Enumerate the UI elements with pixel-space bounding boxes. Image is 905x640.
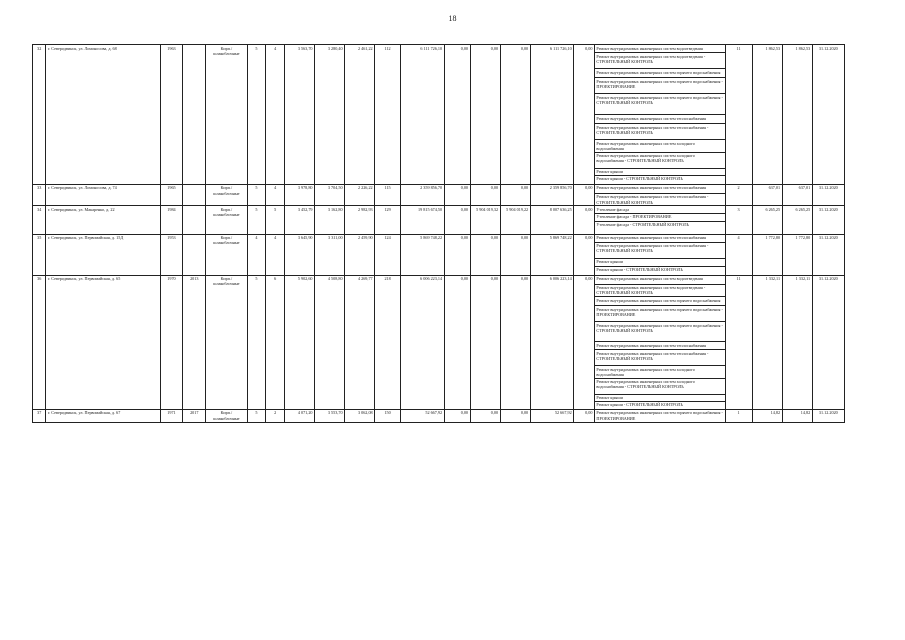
cell-floors: 5 [247, 409, 266, 422]
table-row [33, 45, 845, 53]
cell-work-type: Утепление фасада - СТРОИТЕЛЬНЫЙ КОНТРОЛЬ [594, 221, 725, 234]
cell-area-premises: 3 311,00 [315, 234, 345, 275]
cell-area-total: 3 563,70 [284, 45, 314, 185]
cell-fund-local: 0,00 [500, 409, 530, 422]
cell-area-residential: 2 461,22 [345, 45, 375, 185]
cell-fund-federal: 0,00 [444, 234, 470, 275]
cell-cost-per-m2: 1 862,53 [752, 45, 782, 185]
cell-fund-local: 0,00 [500, 275, 530, 409]
cell-row-number: 33 [33, 184, 46, 206]
table-row [33, 206, 845, 213]
cell-entrances: 4 [266, 234, 285, 275]
cell-work-type: Ремонт крыши [594, 258, 725, 266]
cell-work-type: Ремонт крыши [594, 394, 725, 401]
repair-table [32, 44, 845, 423]
cell-work-type: Ремонт крыши - СТРОИТЕЛЬНЫЙ КОНТРОЛЬ [594, 175, 725, 184]
cell-work-type: Ремонт внутридомовых инженерных систем теплоснабжения - СТРОИТЕЛЬНЫЙ КОНТРОЛЬ [594, 350, 725, 366]
cell-wall-material: Кирп./шлакоблочные [206, 45, 247, 185]
cell-work-count: 11 [725, 275, 752, 409]
cell-year-built: 1953 [160, 234, 183, 275]
cell-area-total: 3 978,80 [284, 184, 314, 206]
cell-fund-local: 5 904 019,22 [500, 206, 530, 234]
cell-work-type: Ремонт внутридомовых инженерных систем холодного водоснабжения - СТРОИТЕЛЬНЫЙ КОНТРОЛЬ [594, 152, 725, 168]
cell-area-premises: 4 508,80 [315, 275, 345, 409]
cell-wall-material: Кирп./шлакоблочные [206, 184, 247, 206]
cell-address: г. Северодвинск, ул. Первомайская, д. 67 [46, 409, 160, 422]
cell-work-type: Ремонт внутридомовых инженерных систем водоотведения - СТРОИТЕЛЬНЫЙ КОНТРОЛЬ [594, 284, 725, 297]
cell-address: г. Северодвинск, ул. Первомайская, д. 15Д [46, 234, 160, 275]
cell-address: г. Северодвинск, ул. Ломоносова, д. 74 [46, 184, 160, 206]
cell-area-premises: 3 704,50 [315, 184, 345, 206]
cell-floors: 5 [247, 45, 266, 185]
cell-work-type: Ремонт внутридомовых инженерных систем водоотведения [594, 275, 725, 284]
cell-work-type: Ремонт внутридомовых инженерных систем теплоснабжения - СТРОИТЕЛЬНЫЙ КОНТРОЛЬ [594, 193, 725, 206]
cell-work-type: Ремонт внутридомовых инженерных систем теплоснабжения - СТРОИТЕЛЬНЫЙ КОНТРОЛЬ [594, 242, 725, 258]
cell-area-residential: 2 226,22 [345, 184, 375, 206]
cell-limit-per-m2: 1 862,53 [782, 45, 812, 185]
cell-fund-other: 0,00 [574, 45, 595, 185]
cell-fund-owners: 5 869 748,22 [530, 234, 574, 275]
cell-limit-per-m2: 14,82 [782, 409, 812, 422]
cell-area-total: 4 071,20 [284, 409, 314, 422]
cell-work-count: 4 [725, 234, 752, 275]
cell-work-type: Ремонт внутридомовых инженерных систем горячего водоснабжения - ПРОЕКТИРОВАНИЕ [594, 78, 725, 94]
cell-work-type: Ремонт внутридомовых инженерных систем водоотведения [594, 45, 725, 53]
cell-fund-regional: 0,00 [470, 275, 500, 409]
cell-work-type: Утепление фасада - ПРОЕКТИРОВАНИЕ [594, 213, 725, 221]
table-row [33, 409, 845, 422]
cell-area-residential: 3 062,08 [345, 409, 375, 422]
cell-cost-per-m2: 637,01 [752, 184, 782, 206]
cell-row-number: 35 [33, 234, 46, 275]
cell-cost-total: 2 359 856,70 [401, 184, 445, 206]
cell-work-type: Ремонт внутридомовых инженерных систем горячего водоснабжения - СТРОИТЕЛЬНЫЙ КОНТРОЛЬ [594, 94, 725, 115]
cell-fund-regional: 0,00 [470, 184, 500, 206]
cell-address: г. Северодвинск, ул. Первомайская, д. 65 [46, 275, 160, 409]
cell-address: г. Северодвинск, ул. Ломоносова, д. 68 [46, 45, 160, 185]
cell-work-type: Ремонт внутридомовых инженерных систем теплоснабжения [594, 342, 725, 350]
cell-residents: 124 [375, 234, 401, 275]
cell-fund-federal: 0,00 [444, 184, 470, 206]
cell-deadline: 31.12.2020 [812, 409, 844, 422]
cell-work-type: Ремонт внутридомовых инженерных систем горячего водоснабжения [594, 297, 725, 306]
cell-work-count: 2 [725, 184, 752, 206]
table-row [33, 275, 845, 284]
cell-deadline: 31.12.2020 [812, 275, 844, 409]
cell-entrances: 5 [266, 206, 285, 234]
cell-entrances: 4 [266, 184, 285, 206]
cell-work-type: Ремонт внутридомовых инженерных систем горячего водоснабжения - ПРОЕКТИРОВАНИЕ [594, 306, 725, 322]
cell-cost-per-m2: 1 772,80 [752, 234, 782, 275]
cell-year-repair [183, 206, 206, 234]
cell-fund-owners: 6 111 726,10 [530, 45, 574, 185]
cell-work-count: 11 [725, 45, 752, 185]
cell-limit-per-m2: 1 772,80 [782, 234, 812, 275]
cell-deadline: 31.12.2020 [812, 184, 844, 206]
cell-work-type: Ремонт внутридомовых инженерных систем теплоснабжения [594, 184, 725, 193]
cell-area-premises: 3 280,40 [315, 45, 345, 185]
cell-address: г. Северодвинск, ул. Макаренко, д. 22 [46, 206, 160, 234]
cell-residents: 129 [375, 206, 401, 234]
cell-deadline: 31.12.2020 [812, 206, 844, 234]
cell-wall-material: Кирп./шлакоблочные [206, 409, 247, 422]
cell-year-repair [183, 234, 206, 275]
cell-fund-regional: 0,00 [470, 234, 500, 275]
cell-fund-federal: 0,00 [444, 206, 470, 234]
cell-fund-other: 0,00 [574, 234, 595, 275]
cell-work-type: Ремонт крыши - СТРОИТЕЛЬНЫЙ КОНТРОЛЬ [594, 401, 725, 409]
cell-area-residential: 4 269,77 [345, 275, 375, 409]
cell-work-type: Ремонт внутридомовых инженерных систем горячего водоснабжения - СТРОИТЕЛЬНЫЙ КОНТРОЛЬ [594, 322, 725, 342]
cell-work-type: Ремонт внутридомовых инженерных систем теплоснабжения [594, 234, 725, 242]
cell-year-repair [183, 45, 206, 185]
cell-work-type: Ремонт внутридомовых инженерных систем водоотведения - СТРОИТЕЛЬНЫЙ КОНТРОЛЬ [594, 53, 725, 69]
cell-row-number: 34 [33, 206, 46, 234]
cell-year-repair: 2013 [183, 275, 206, 409]
cell-fund-federal: 0,00 [444, 275, 470, 409]
cell-cost-per-m2: 14,82 [752, 409, 782, 422]
cell-residents: 218 [375, 275, 401, 409]
cell-area-total: 3 452,79 [284, 206, 314, 234]
cell-work-count: 3 [725, 206, 752, 234]
cell-work-type: Ремонт внутридомовых инженерных систем холодного водоснабжения - СТРОИТЕЛЬНЫЙ КОНТРОЛЬ [594, 378, 725, 394]
cell-cost-per-m2: 6 265,25 [752, 206, 782, 234]
cell-limit-per-m2: 1 332,11 [782, 275, 812, 409]
cell-year-built: 1970 [160, 275, 183, 409]
cell-floors: 5 [247, 206, 266, 234]
cell-work-type: Ремонт крыши [594, 168, 725, 175]
cell-residents: 112 [375, 45, 401, 185]
cell-year-built: 1971 [160, 409, 183, 422]
cell-row-number: 36 [33, 275, 46, 409]
cell-wall-material: Кирп./шлакоблочные [206, 206, 247, 234]
cell-fund-other: 0,00 [574, 275, 595, 409]
cell-cost-total: 6 006 223,14 [401, 275, 445, 409]
cell-year-built: 1963 [160, 45, 183, 185]
cell-area-total: 3 645,90 [284, 234, 314, 275]
cell-entrances: 2 [266, 409, 285, 422]
cell-work-type: Ремонт внутридомовых инженерных систем теплоснабжения - СТРОИТЕЛЬНЫЙ КОНТРОЛЬ [594, 124, 725, 140]
cell-year-repair [183, 184, 206, 206]
cell-entrances: 4 [266, 45, 285, 185]
cell-fund-regional: 0,00 [470, 45, 500, 185]
cell-cost-total: 52 667,92 [401, 409, 445, 422]
cell-work-type: Ремонт внутридомовых инженерных систем холодного водоснабжения [594, 140, 725, 153]
cell-cost-per-m2: 1 332,11 [752, 275, 782, 409]
cell-floors: 5 [247, 275, 266, 409]
cell-limit-per-m2: 6 265,25 [782, 206, 812, 234]
cell-cost-total: 19 815 674,50 [401, 206, 445, 234]
cell-fund-owners: 2 359 856,70 [530, 184, 574, 206]
cell-fund-regional: 5 904 019,32 [470, 206, 500, 234]
cell-fund-owners: 6 006 223,14 [530, 275, 574, 409]
cell-work-type: Ремонт внутридомовых инженерных систем горячего водоснабжения [594, 69, 725, 78]
cell-deadline: 31.12.2020 [812, 234, 844, 275]
cell-fund-federal: 0,00 [444, 45, 470, 185]
cell-work-type: Ремонт внутридомовых инженерных систем горячего водоснабжения - ПРОЕКТИРОВАНИЕ [594, 409, 725, 422]
cell-work-type: Ремонт крыши - СТРОИТЕЛЬНЫЙ КОНТРОЛЬ [594, 266, 725, 275]
cell-limit-per-m2: 637,01 [782, 184, 812, 206]
cell-work-count: 1 [725, 409, 752, 422]
cell-cost-total: 5 869 748,22 [401, 234, 445, 275]
cell-deadline: 31.12.2020 [812, 45, 844, 185]
cell-work-type: Ремонт внутридомовых инженерных систем теплоснабжения [594, 115, 725, 124]
table-row [33, 184, 845, 193]
cell-fund-other: 0,00 [574, 206, 595, 234]
cell-area-residential: 2 459,90 [345, 234, 375, 275]
cell-cost-total: 6 111 726,10 [401, 45, 445, 185]
page-number: 18 [448, 14, 457, 23]
cell-year-built: 1984 [160, 206, 183, 234]
cell-row-number: 32 [33, 45, 46, 185]
cell-area-premises: 3 553,70 [315, 409, 345, 422]
cell-work-type: Утепление фасада [594, 206, 725, 213]
cell-fund-federal: 0,00 [444, 409, 470, 422]
cell-row-number: 37 [33, 409, 46, 422]
cell-wall-material: Кирп./шлакоблочные [206, 275, 247, 409]
cell-floors: 4 [247, 234, 266, 275]
cell-area-total: 5 902,60 [284, 275, 314, 409]
cell-year-repair: 2017 [183, 409, 206, 422]
cell-year-built: 1965 [160, 184, 183, 206]
cell-fund-local: 0,00 [500, 184, 530, 206]
cell-residents: 150 [375, 409, 401, 422]
cell-fund-other: 0,00 [574, 184, 595, 206]
cell-fund-local: 0,00 [500, 45, 530, 185]
cell-fund-local: 0,00 [500, 234, 530, 275]
cell-wall-material: Кирп./шлакоблочные [206, 234, 247, 275]
cell-fund-regional: 0,00 [470, 409, 500, 422]
cell-entrances: 6 [266, 275, 285, 409]
cell-fund-owners: 8 007 636,25 [530, 206, 574, 234]
cell-area-premises: 3 162,80 [315, 206, 345, 234]
cell-area-residential: 2 982,93 [345, 206, 375, 234]
cell-work-type: Ремонт внутридомовых инженерных систем холодного водоснабжения [594, 366, 725, 379]
cell-fund-owners: 52 667,92 [530, 409, 574, 422]
cell-residents: 115 [375, 184, 401, 206]
table-row [33, 234, 845, 242]
cell-floors: 5 [247, 184, 266, 206]
cell-fund-other: 0,00 [574, 409, 595, 422]
